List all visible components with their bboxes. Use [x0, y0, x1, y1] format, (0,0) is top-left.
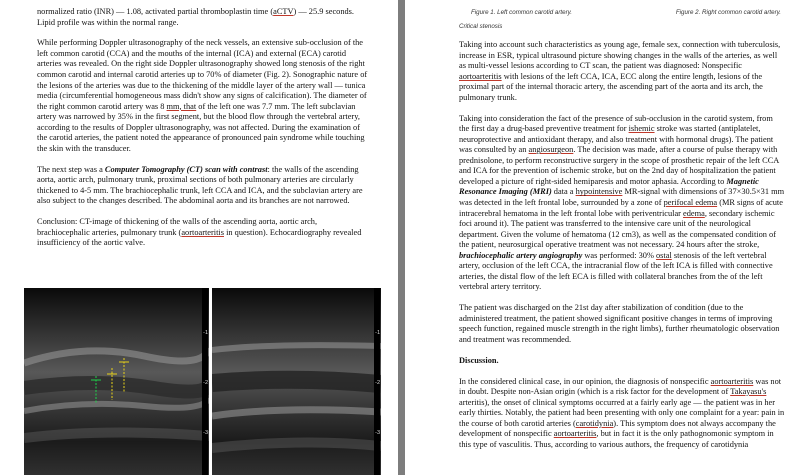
text-run: was performed: 30%: [582, 250, 656, 260]
paragraph: [37, 217, 369, 249]
paragraph: [459, 114, 785, 293]
underlined-term: ostal: [656, 250, 672, 260]
emphasized-term: Magnetic Resonance Imaging (MRI): [459, 176, 759, 197]
emphasized-term: brachiocephalic artery angiography: [459, 250, 583, 260]
paragraph: [37, 165, 369, 207]
text-run: Conclusion: CT-image of thickening of the walls of the ascending aorta, aortic arch, brachiocephalic arteries, pulmonary trunk (: [37, 217, 318, 237]
text-run: ) — 25.9 seconds. Lipid profile was within the normal range.: [37, 7, 354, 27]
underlined-term: mm, that: [166, 101, 197, 111]
underlined-term: aortoarteritis: [553, 429, 597, 439]
depth-scale-label: -3: [203, 430, 208, 436]
ultrasound-figures: [24, 288, 381, 475]
text-run: with lesions of the left CCA, ICA, ECC along the entire length, lesions of the proximal part of the internal thoracic artery, the ascending part of the aorta and its arch, the pulmonary trunk.: [459, 71, 763, 102]
left-page: [0, 0, 398, 475]
text-run: Taking into account such characteristics as young age, female sex, connection with tuberculosis, increase in ESR, typical ultrasound picture showing changes in the walls of the arteries, as well as multi-vessel lesions according to CT scan, the patient was diagnosed: Nonspecific: [459, 40, 781, 71]
text-run: While performing Doppler ultrasonography of the neck vessels, an extensive sub-occlusion of the left common carotid (CCA) and the mouths of the internal (ICA) and external (ECA) carotid arteries was revealed. On the right side Doppler ultrasonography showed long stenosis of the right common carotid and internal carotid arteries up to 70% of diameter (Fig. 2). Sonographic nature of the lesions of the arteries was due to the thickening of the middle layer of the artery wall — tunica media (circumferential homogeneous mass didn't show any signs of calcification). The diameter of the right common carotid artery was 8: [37, 38, 368, 111]
paragraph: [459, 377, 785, 451]
text-run: was not in doubt. Despite non-Asian origin (which is a risk factor for the development of: [459, 376, 782, 397]
text-run: MR-signal with dimensions of 37×30.5×31 mm was detected in the left frontal lobe, surrounded by a zone of: [459, 187, 785, 207]
figure-1-ultrasound-image: [24, 288, 209, 475]
text-run: , but in fact it is the only pathognomonic symptom in this type of vasculitis. Thus, according to various authors, the frequency of carotidynia: [459, 429, 774, 449]
paragraph: [37, 38, 369, 154]
emphasized-term: Computer Tomography (CT) scan with contrast: [104, 164, 268, 174]
depth-scale-label: -1: [203, 330, 208, 336]
depth-scale-label: -2: [203, 380, 208, 386]
left-column: [37, 7, 369, 259]
text-run: In the considered clinical case, in our opinion, the diagnosis of nonspecific: [459, 376, 711, 386]
text-run: The patient was discharged on the 21st day after stabilization of condition (due to the administered treatment, the patient showed significant positive changes in terms of improving speech function, regained muscle strength in the right limbs), further rheumatologic observation and treatment was recommended.: [459, 303, 780, 344]
figure-1-texture: [24, 288, 209, 475]
paragraph: [37, 7, 369, 28]
right-column: [459, 40, 785, 461]
depth-scale-label: -1: [375, 330, 380, 336]
text-run: normalized ratio (INR) — 1.08, activated partial thromboplastin time (: [37, 7, 274, 16]
text-run: (MR signs of acute intracerebral hematoma in the left frontal lobe with periventricular: [459, 197, 783, 218]
figure-2-ultrasound-image: [212, 288, 381, 475]
paragraph: [459, 40, 785, 103]
text-run: ). This symptom does not always accompany the development of nonspecific: [459, 418, 776, 439]
underlined-term: edema: [683, 208, 705, 218]
text-run: stenosis of the left vertebral artery, occlusion of the left CCA, the intracranial flow of the left ICA is filled with connective arteries, the distal flow of the left ECA is filled with collateral branches from the of the left vertebral artery territory.: [459, 250, 773, 292]
text-run: of the left one was 7.7 mm. The left subclavian artery was narrowed by 35% in the first segment, but the blood flow through the vertebral artery, according to the results of Doppler ultrasonography, was not affected. During the examination of the carotid arteries, the patient noted the appearance of pronounced pain syndrome while touching the skin with the transducer.: [37, 101, 365, 153]
text-run: in question). Echocardiography revealed insufficiency of the aortic valve.: [37, 227, 362, 248]
discussion-heading: Discussion.: [459, 355, 499, 365]
paragraph: [459, 303, 785, 345]
text-run: Taking into consideration the fact of the presence of sub-occlusion in the carotid system, from the first day a drug-based preventive treatment for: [459, 113, 773, 134]
right-page: [405, 0, 800, 475]
figure-1-caption: Figure 1. Left common carotid artery.: [471, 9, 572, 16]
underlined-term: perifocal edema: [663, 197, 718, 207]
figure-captions: [459, 9, 785, 19]
depth-scale: [202, 288, 208, 475]
depth-scale-label: -3: [375, 430, 380, 436]
underlined-term: ishemic: [628, 124, 655, 134]
underlined-term: angiosurgeon: [528, 145, 574, 155]
text-run: stroke was started (antiplatelet, neuroprotective and antioxidant therapy, and also treatment with hormonal drugs). The patient was consulted by an: [459, 124, 774, 155]
text-run: arteritis), the onset of clinical symptoms occurred at a fairly early age — the patient was in her early thirties. Notably, the patient had been presenting with only one complaint for a year: pain in the course of both carotid arteries (: [459, 397, 785, 428]
text-run: data a: [551, 187, 576, 197]
figure-2-caption: Figure 2. Right common carotid artery.: [675, 9, 781, 16]
underlined-term: aCTV: [273, 7, 294, 16]
underlined-term: aortoarteritis: [710, 376, 754, 386]
text-run: : the walls of the ascending aorta, aortic arch, pulmonary trunk, proximal sections of both pulmonary arteries are circularly thickened to 4-5 mm. The brachiocephalic trunk, left CCA and ICA, and the subclavian artery are also subject to the changes described. The abdominal aorta and its branches are not narrowed.: [37, 164, 363, 206]
underlined-term: carotidynia: [575, 418, 614, 428]
text-run: . The decision was made, after a course of pulse therapy with prednisolone, to perform reconstructive surgery in the scope of prosthetic repair of the left CCA and ICA for the prevention of ischemic stroke, but on the 2nd day of hospitalization the patient developed a picture of right-sided hemiparesis and motor aphasia. According to: [459, 145, 779, 186]
depth-scale: [374, 288, 380, 475]
page-gutter: [398, 0, 405, 475]
underlined-term: aortoarteritis: [181, 227, 224, 237]
depth-scale-label: -2: [375, 380, 380, 386]
underlined-term: aortoarteritis: [459, 71, 502, 81]
underlined-term: Takayasu's: [730, 387, 767, 397]
text-run: , secondary ischemic foci around it). The patient was transferred to the intensive care unit of the neurological department. Given the volume of hematoma (12 cm3), as well as the compensated condition of the patient, neurosurgical operative treatment was not necessary. 24 hours after the stroke,: [459, 208, 776, 250]
underlined-term: hypointensive: [575, 187, 623, 197]
text-run: The next step was a: [37, 164, 105, 174]
figure-2-texture: [212, 288, 381, 475]
section-label: Critical stenosis: [459, 23, 503, 30]
